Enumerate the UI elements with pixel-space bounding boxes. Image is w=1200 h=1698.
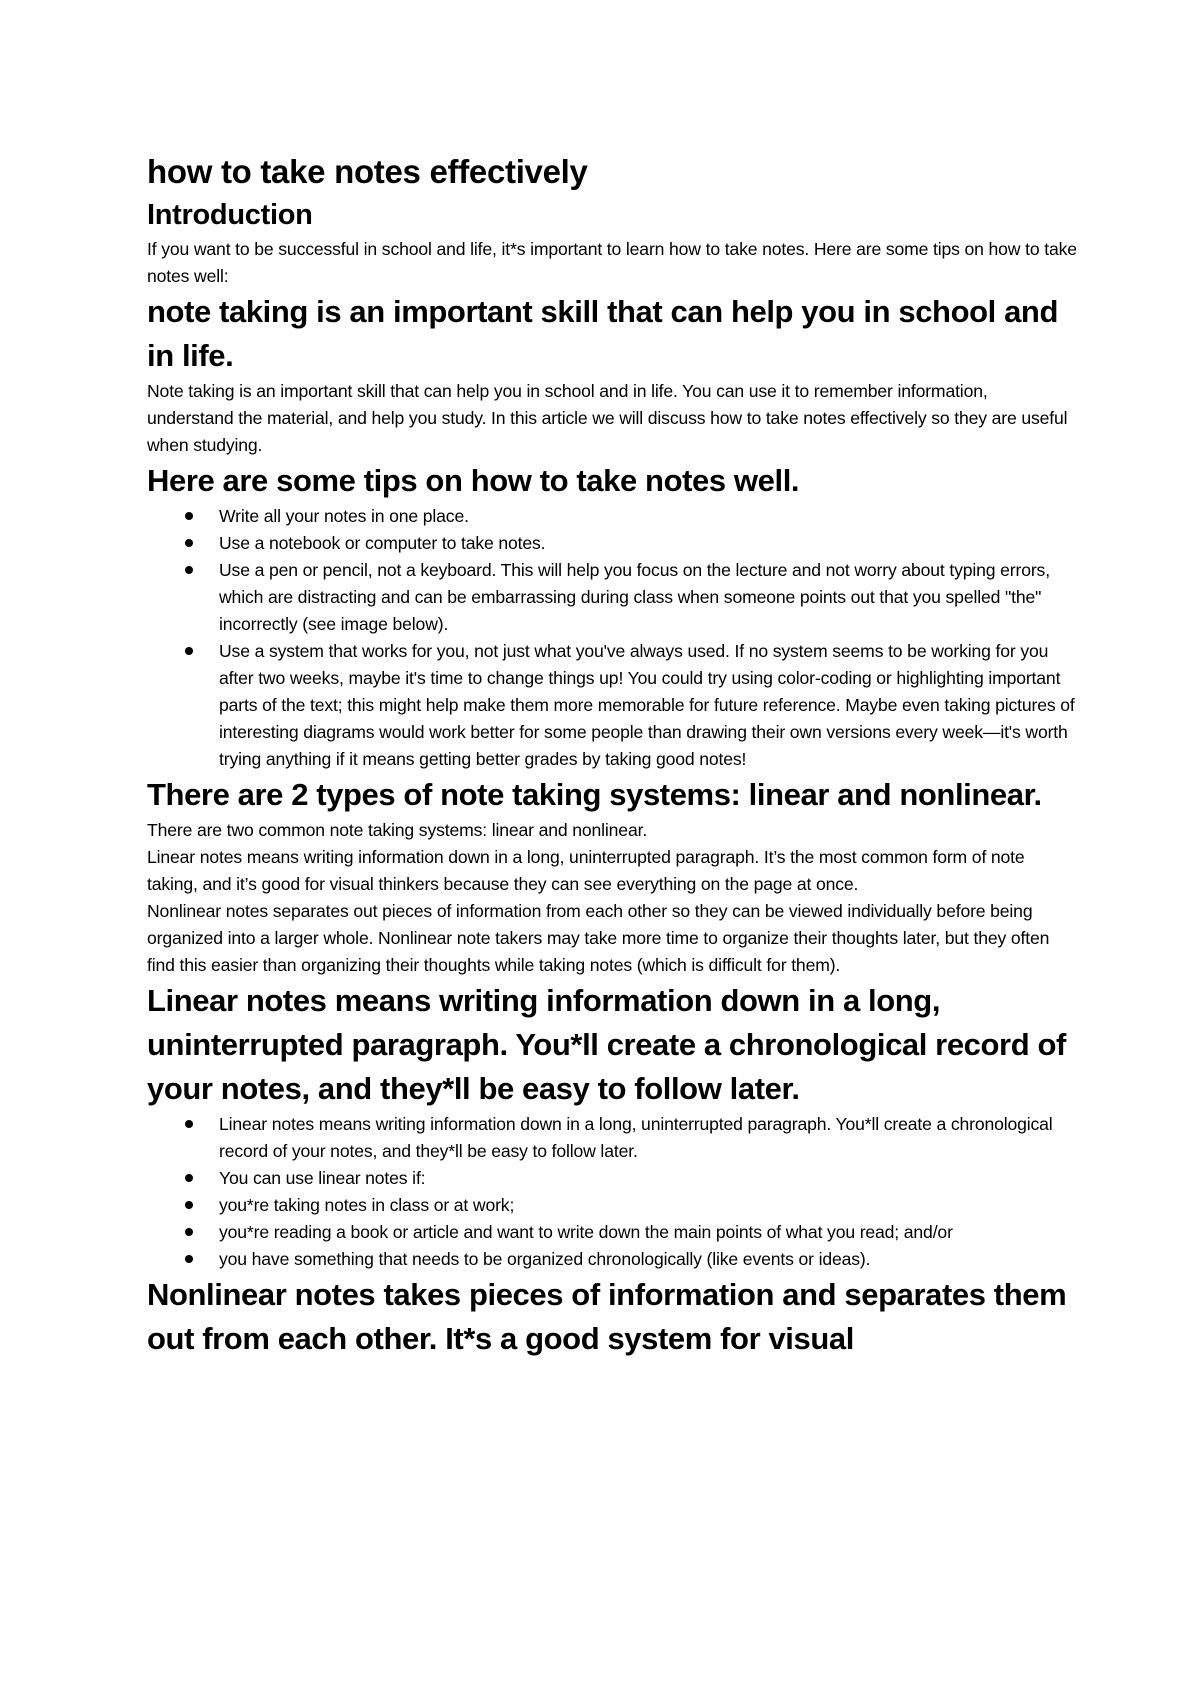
document-title: how to take notes effectively: [147, 153, 588, 190]
list-item-text: Use a notebook or computer to take notes.: [219, 533, 546, 553]
section1-heading: note taking is an important skill that can help you in school and in life.: [147, 294, 1059, 373]
section5-heading: Nonlinear notes takes pieces of information and separates them out from each other. It*s a good system for visual: [147, 1277, 1067, 1356]
list-item-text: Use a pen or pencil, not a keyboard. This will help you focus on the lecture and not worry about typing errors, which are distracting and can be embarrassing during class when someone points out that you spelled "the" incorrectly (see image below).: [219, 560, 1050, 634]
list-item: [147, 530, 1077, 557]
bullet-icon: [185, 512, 193, 520]
section3-heading: There are 2 types of note taking systems: linear and nonlinear.: [147, 777, 1042, 812]
list-item: [147, 1111, 1077, 1165]
section3-paragraph-3: Nonlinear notes separates out pieces of information from each other so they can be viewed individually before being organized into a larger whole. Nonlinear note takers may take more time to organize their thoughts later, but they often find this easier than organizing their thoughts while taking notes (which is difficult for them).: [147, 901, 1050, 975]
list-item-text: Linear notes means writing information down in a long, uninterrupted paragraph. You*ll create a chronological record of your notes, and they*ll be easy to follow later.: [219, 1114, 1053, 1161]
list-item: [147, 638, 1077, 773]
document-page: [147, 150, 1077, 1361]
section1-paragraph: Note taking is an important skill that can help you in school and in life. You can use it to remember information, understand the material, and help you study. In this article we will discuss how to take notes effectively so they are useful when studying.: [147, 381, 1068, 455]
list-item-text: you*re taking notes in class or at work;: [219, 1195, 515, 1215]
intro-heading: Introduction: [147, 199, 313, 231]
list-item-text: you*re reading a book or article and want to write down the main points of what you read; and/or: [219, 1222, 953, 1242]
list-item-text: you have something that needs to be organized chronologically (like events or ideas).: [219, 1249, 871, 1269]
list-item: [147, 1246, 1077, 1273]
list-item: [147, 503, 1077, 530]
section2-bullet-list: [147, 503, 1077, 773]
section3-paragraph-1: There are two common note taking systems: linear and nonlinear.: [147, 820, 648, 840]
list-item-text: You can use linear notes if:: [219, 1168, 426, 1188]
section3-paragraph-2: Linear notes means writing information down in a long, uninterrupted paragraph. It’s the most common form of note taking, and it’s good for visual thinkers because they can see everything on the page at once.: [147, 847, 1025, 894]
bullet-icon: [185, 1120, 193, 1128]
section4-heading: Linear notes means writing information down in a long, uninterrupted paragraph. You*ll create a chronological record of your notes, and they*ll be easy to follow later.: [147, 983, 1066, 1106]
list-item: [147, 1165, 1077, 1192]
list-item: [147, 1192, 1077, 1219]
section4-bullet-list: [147, 1111, 1077, 1273]
bullet-icon: [185, 1174, 193, 1182]
bullet-icon: [185, 647, 193, 655]
section2-heading: Here are some tips on how to take notes well.: [147, 463, 800, 498]
list-item-text: Write all your notes in one place.: [219, 506, 469, 526]
list-item: [147, 557, 1077, 638]
list-item: [147, 1219, 1077, 1246]
bullet-icon: [185, 539, 193, 547]
intro-paragraph: If you want to be successful in school and life, it*s important to learn how to take notes. Here are some tips on how to take notes well:: [147, 239, 1077, 286]
bullet-icon: [185, 1201, 193, 1209]
bullet-icon: [185, 566, 193, 574]
bullet-icon: [185, 1228, 193, 1236]
bullet-icon: [185, 1255, 193, 1263]
list-item-text: Use a system that works for you, not just what you've always used. If no system seems to be working for you after two weeks, maybe it's time to change things up! You could try using color-coding or highlighting important parts of the text; this might help make them more memorable for future reference. Maybe even taking pictures of interesting diagrams would work better for some people than drawing their own versions every week—it's worth trying anything if it means getting better grades by taking good notes!: [219, 641, 1075, 769]
